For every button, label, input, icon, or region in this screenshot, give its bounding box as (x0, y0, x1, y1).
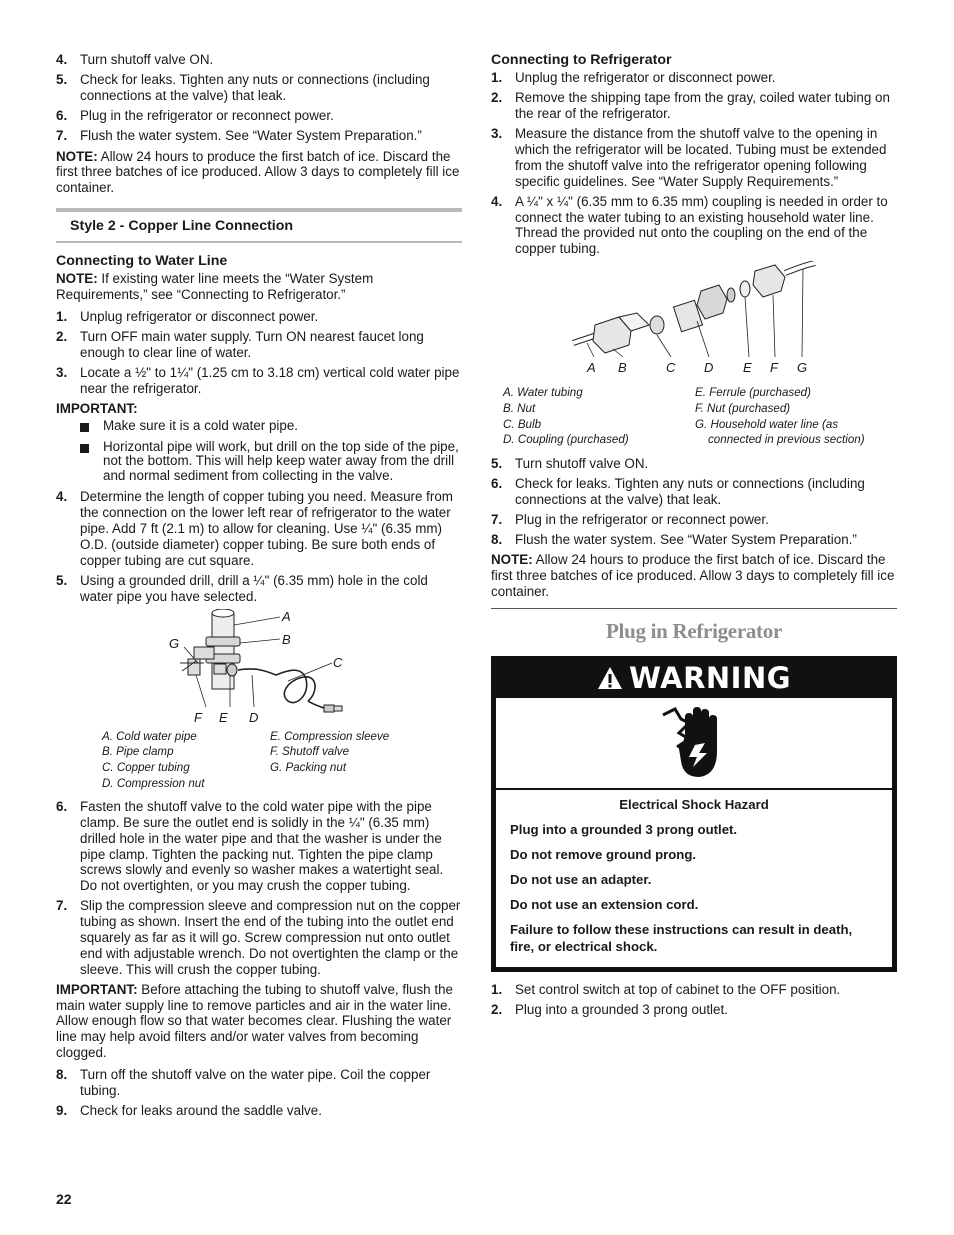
right-column (491, 52, 897, 1022)
label-e: E (219, 709, 228, 725)
label-b: B (618, 360, 627, 376)
label-a: A (587, 360, 596, 376)
warning-pictogram (493, 698, 895, 790)
hazard-title: Electrical Shock Hazard (619, 796, 769, 812)
label-f: F (194, 709, 202, 725)
plug-in-heading: Plug in Refrigerator (606, 618, 782, 643)
warning-box (491, 656, 897, 972)
list-item: 1. Set control switch at top of cabinet to the OFF position. (491, 981, 841, 997)
list-item: 6. Plug in the refrigerator or reconnect power. (56, 108, 334, 124)
list-item: 8. Flush the water system. See “Water System Preparation.” (491, 532, 857, 548)
hazard-line: Failure to follow these instructions can result in death, fire, or electrical shock. (510, 921, 853, 954)
legend-item: D. Compression nut (102, 776, 205, 790)
figure-1-legend (102, 729, 462, 791)
list-item: 3. Locate a ½" to 1¼" (1.25 cm to 3.18 cm) vertical cold water pipe near the refrigerator. (56, 364, 460, 396)
style-2-heading: Style 2 - Copper Line Connection (56, 208, 462, 243)
list-item: 4. Turn shutoff valve ON. (56, 52, 214, 67)
label-b: B (282, 631, 291, 647)
legend-item: A. Water tubing (503, 386, 583, 400)
list-item: 5. Turn shutoff valve ON. (491, 455, 649, 471)
list-item: 6. Fasten the shutoff valve to the cold water pipe with the pipe clamp. Be sure the outlet end is solidly in the ¼" (6.35 mm) drilled hole in the water pipe and that the washer is under the pipe clamp. Tighten the packing nut. Tighten the pipe clamp screws slowly and evenly so washer makes a watertight seal. Do not overtighten, or you may crush the copper tubing. (56, 799, 444, 894)
note-ice: NOTE: Allow 24 hours to produce the first batch of ice. Discard the first three batches of ice produced. Allow 3 days to completely fill ice container. (56, 148, 460, 196)
list-item: 7. Plug in the refrigerator or reconnect power. (491, 511, 769, 527)
steps-a (491, 70, 897, 257)
hazard-line: Do not use an extension cord. (510, 896, 699, 912)
figure-shutoff-valve (56, 609, 462, 727)
warning-triangle-icon (597, 666, 623, 690)
steps-b (56, 489, 462, 604)
hazard-line: Plug into a grounded 3 prong outlet. (510, 821, 738, 837)
label-e: E (743, 360, 752, 376)
hazard-line: Do not remove ground prong. (510, 846, 697, 862)
electric-shock-hand-icon (659, 705, 729, 781)
left-column (56, 52, 462, 1123)
label-a: A (282, 608, 291, 624)
warning-text (493, 790, 895, 970)
list-item: 2. Remove the shipping tape from the gray, coiled water tubing on the rear of the refrigerator. (491, 90, 890, 121)
list-item: 1. Unplug refrigerator or disconnect power. (56, 308, 319, 324)
list-item: 2. Plug into a grounded 3 prong outlet. (491, 1001, 728, 1017)
list-item: Horizontal pipe will work, but drill on the top side of the pipe, not the bottom. This will help keep water away from the drill and normal sediment from collecting in the valve. (56, 440, 462, 484)
bullet-square-icon (80, 444, 89, 453)
note-ice: NOTE: Allow 24 hours to produce the first batch of ice. Discard the first three batches of ice produced. Allow 3 days to completely fill ice container. (491, 552, 897, 608)
bullet-square-icon (80, 423, 89, 432)
important-flush: IMPORTANT: Before attaching the tubing to shutoff valve, flush the main water supply line to remove particles and air in the water line. Allow enough flow so that water becomes clear. Flushing the water line may help avoid filters and/or water valves from becoming clogged. (56, 981, 453, 1060)
list-item: 8. Turn off the shutoff valve on the water pipe. Coil the copper tubing. (56, 1066, 431, 1098)
label-g: G (169, 635, 180, 651)
figure-coupling (491, 261, 897, 383)
steps-c (491, 982, 897, 1018)
list-item: 6. Check for leaks. Tighten any nuts or connections (including connections at the valve) that leak. (491, 475, 865, 507)
label-g: G (797, 360, 808, 376)
legend-item: B. Nut (503, 401, 536, 415)
list-item: Make sure it is a cold water pipe. (56, 419, 462, 434)
list-item: 9. Check for leaks around the saddle valve. (56, 1102, 322, 1118)
hazard-line: Do not use an adapter. (510, 871, 652, 887)
legend-item: A. Cold water pipe (102, 729, 197, 743)
legend-left (503, 385, 695, 447)
list-item: 5. Check for leaks. Tighten any nuts or connections (including connections at the valve) that leak. (56, 72, 430, 103)
steps-d (56, 1067, 462, 1119)
important-label: IMPORTANT: (56, 400, 138, 416)
list-item: 7. Flush the water system. See “Water System Preparation.” (56, 128, 422, 144)
legend-item: connected in previous section) (708, 433, 865, 447)
list-item: 5. Using a grounded drill, drill a ¼" (6.35 mm) hole in the cold water pipe you have selected. (56, 572, 428, 604)
list-item: 7. Slip the compression sleeve and compression nut on the copper tubing as shown. Insert the end of the tubing into the outlet end squarely as far as it will go. Screw compression nut onto outlet end with adjustable wrench. Do not overtighten the clamp or the sleeve. This will crush the copper tubing. (56, 898, 461, 977)
figure-2-legend (503, 385, 897, 447)
water-line-heading: Connecting to Water Line (56, 252, 228, 269)
steps-b (491, 456, 897, 548)
steps-top (56, 52, 462, 144)
legend-item: E. Compression sleeve (270, 729, 390, 743)
legend-item: B. Pipe clamp (102, 745, 174, 759)
list-item: 2. Turn OFF main water supply. Turn ON nearest faucet long enough to clear line of water. (56, 328, 424, 360)
list-item: 3. Measure the distance from the shutoff valve to the opening in which the refrigerator will be located. Tubing must be extended from the shutoff valve into the refrigerator opening following specific guidelines. See “Water Supply Requirements.” (491, 126, 887, 189)
label-c: C (333, 654, 343, 670)
legend-item: C. Copper tubing (102, 761, 190, 775)
label-c: C (666, 360, 676, 376)
note-water-system: NOTE: If existing water line meets the “Water System Requirements,” see “Connecting to Refrigerator.” (56, 270, 374, 302)
legend-item: G. Household water line (as (695, 417, 839, 431)
legend-item: E. Ferrule (purchased) (695, 386, 811, 400)
steps-a (56, 309, 462, 397)
list-item: 4. A ¼" x ¼" (6.35 mm to 6.35 mm) coupling is needed in order to connect the water tubing to an existing household water line. Thread the provided nut onto the coupling on the end of the copper tubing. (491, 193, 888, 257)
steps-c (56, 799, 462, 977)
coupling-illustration (491, 261, 897, 383)
label-d: D (704, 360, 714, 376)
label-f: F (770, 360, 778, 376)
legend-item (270, 776, 438, 792)
legend-item: C. Bulb (503, 417, 542, 431)
shutoff-valve-illustration (56, 609, 462, 727)
warning-title: WARNING (628, 660, 792, 695)
legend-item: G. Packing nut (270, 761, 347, 775)
bullet-list (56, 419, 462, 483)
legend-item: D. Coupling (purchased) (503, 433, 629, 447)
legend-item: F. Nut (purchased) (695, 401, 791, 415)
legend-right (695, 385, 895, 447)
warning-header (493, 658, 895, 698)
label-d: D (249, 709, 259, 725)
page-number: 22 (56, 1191, 72, 1207)
legend-item: F. Shutoff valve (270, 745, 350, 759)
list-item: 1. Unplug the refrigerator or disconnect power. (491, 70, 776, 85)
list-item: 4. Determine the length of copper tubing you need. Measure from the connection on the lower left rear of refrigerator to the water pipe. Add 7 ft (2.1 m) to allow for cleaning. Use ¼" (6.35 mm) O.D. (outside diameter) copper tubing. Be sure both ends of copper tubing are cut square. (56, 489, 453, 568)
connecting-refrigerator-heading: Connecting to Refrigerator (491, 52, 672, 68)
